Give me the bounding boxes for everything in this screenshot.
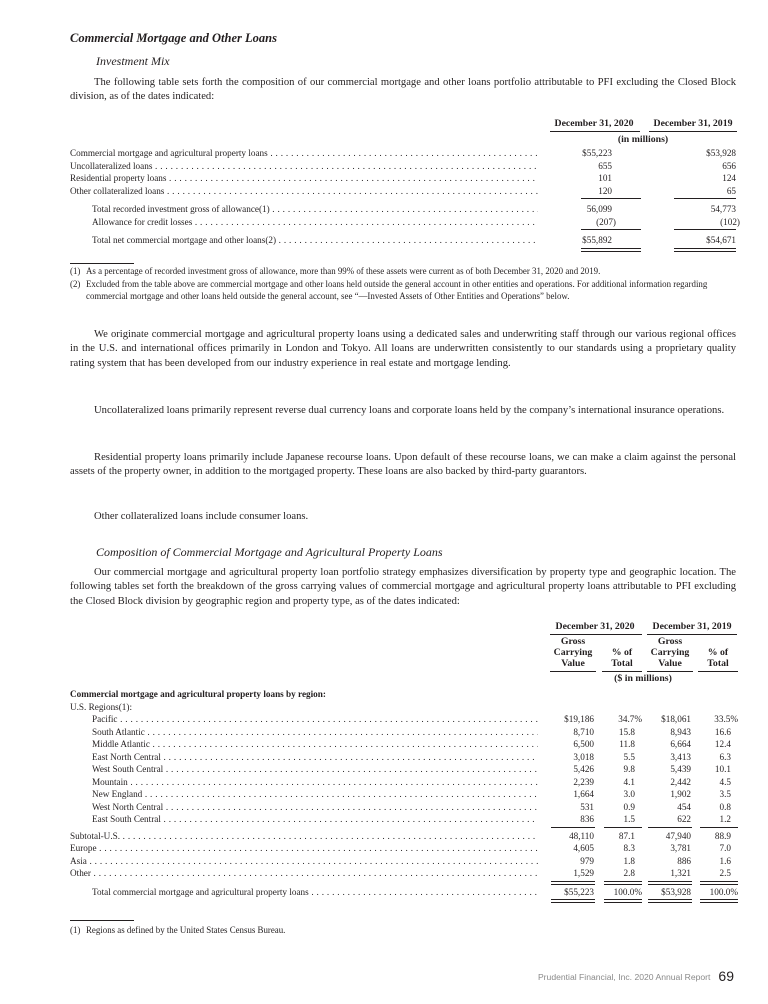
value-2019: 5,439: [670, 764, 691, 774]
value-2019: 3,781: [670, 843, 691, 853]
paragraph-other-collateralized: Other collateralized loans include consumer loans.: [94, 511, 309, 522]
subtotal-rule: [551, 827, 595, 828]
total-double-rule: [700, 899, 738, 903]
row-label: New England . . .: [92, 788, 538, 801]
section-title: Commercial Mortgage and Other Loans: [70, 31, 277, 45]
row-label: Europe . . .: [70, 842, 538, 855]
column-header-2020: December 31, 2020: [554, 118, 634, 129]
composition-subtitle: Composition of Commercial Mortgage and Agricultural Property Loans: [96, 545, 443, 559]
pct-2019: 6.3: [719, 751, 731, 762]
footnote-marker: (1): [70, 925, 81, 935]
value-2019: 656: [722, 160, 736, 171]
pct-2019: 0.8: [719, 801, 731, 812]
subtotal-rule: [700, 827, 738, 828]
table-row: [70, 813, 736, 826]
value-2020: 4,605: [573, 843, 594, 853]
pct-2019: 10.1: [714, 764, 731, 774]
pct-2020: 5.5: [623, 751, 635, 762]
header-underline: [647, 634, 737, 635]
group-heading: [70, 688, 736, 701]
row-label: Uncollateralized loans . . .: [70, 160, 538, 173]
composition-intro: Our commercial mortgage and agricultural property loan portfolio strategy emphasizes diversification by property type and geographic location. The following tables set forth the breakdown of the gross carrying values of commercial mortgage and agricultural property loans attributable to PFI excluding the Closed Block division by geographic region and property type, as of the dates indicated:: [70, 567, 736, 607]
table-row: [70, 172, 736, 185]
column-header-gross-carrying-value-2019: [647, 636, 693, 669]
value-2020: 6,500: [573, 739, 594, 749]
row-label: Pacific . . .: [92, 713, 538, 726]
header-underline: [602, 671, 642, 672]
table-row: [70, 788, 736, 801]
row-label: Other collateralized loans . . .: [70, 185, 538, 198]
subtotal-double-rule: [604, 881, 642, 885]
table-row: [70, 751, 736, 764]
table-row: [70, 185, 736, 198]
pct-2019: 4.5: [719, 776, 731, 787]
page-footer: [538, 968, 734, 984]
row-label: West North Central . . .: [92, 801, 538, 814]
value-2020: 5,426: [573, 764, 594, 774]
subtotal-double-rule: [700, 881, 738, 885]
column-header-gross-carrying-value-2020: [550, 636, 596, 669]
header-line: Gross: [657, 636, 683, 647]
value-2019: 622: [677, 814, 691, 824]
pct-2020: 4.1: [623, 776, 635, 787]
header-underline: [649, 131, 737, 132]
paragraph-residential: Residential property loans primarily include Japanese recourse loans. Upon default of these recourse loans, we can make a claim against the personal assets of the property owner, in addition to the mortgaged property. These loans are also backed by third-party guarantors.: [70, 452, 736, 478]
other-region-rows: [70, 830, 736, 880]
footnote-rule: [70, 920, 134, 921]
pct-2020: 87.1: [618, 830, 635, 841]
row-label: Asia . . .: [70, 855, 538, 868]
row-label: Mountain . . .: [92, 776, 538, 789]
row-label: East South Central . . .: [92, 813, 538, 826]
total-double-rule: [648, 899, 692, 903]
row-label: Residential property loans . . .: [70, 172, 538, 185]
pct-2020: 8.3: [623, 843, 635, 853]
header-underline: [550, 634, 642, 635]
table-row: [70, 763, 736, 776]
row-label: Allowance for credit losses . . .: [92, 216, 538, 229]
table-row: [70, 216, 740, 229]
value-2019: $53,928: [706, 148, 736, 158]
value-2019: 65: [726, 185, 736, 196]
investment-mix-subtitle: Investment Mix: [96, 54, 170, 68]
pct-2020: 9.8: [623, 764, 635, 774]
header-line: Gross: [560, 636, 586, 647]
footnote-text: Regions as defined by the United States Census Bureau.: [86, 925, 286, 935]
value-2020: 2,239: [573, 776, 594, 787]
table-row: [70, 234, 736, 247]
pct-2020: 3.0: [623, 789, 635, 799]
table-row: [70, 147, 736, 160]
table-row: [70, 867, 736, 880]
subtotal-rule: [674, 198, 736, 199]
header-line: Carrying: [650, 647, 690, 658]
header-line: Total: [611, 658, 633, 669]
total-double-rule: [674, 248, 736, 252]
row-label: Commercial mortgage and agricultural property loans . . .: [70, 147, 538, 160]
pct-2019: 1.6: [719, 855, 731, 866]
value-2019: $53,928: [661, 886, 691, 897]
pct-2020: 1.5: [623, 814, 635, 824]
value-2020: 120: [598, 185, 612, 196]
header-underline: [550, 131, 640, 132]
table-row: [70, 855, 736, 868]
subtotal-rule: [604, 827, 642, 828]
table-row: [70, 842, 736, 855]
us-region-rows: [70, 713, 736, 826]
total-double-rule: [551, 899, 595, 903]
header-line: Value: [561, 658, 585, 669]
subtotal-rule: [674, 229, 736, 230]
paragraph-uncollateralized: Uncollateralized loans primarily represent reverse dual currency loans and corporate loans held by the company’s international insurance operations.: [94, 405, 725, 416]
table-row: [70, 801, 736, 814]
value-2019: 6,664: [670, 739, 691, 749]
subgroup-heading: [70, 701, 736, 714]
pct-2019: 1.2: [719, 814, 731, 824]
value-2020: 3,018: [573, 751, 594, 762]
value-2019: 8,943: [670, 726, 691, 737]
pct-2020: 11.8: [619, 739, 635, 749]
row-label: Subtotal-U.S. . . .: [70, 830, 538, 843]
value-2020: 1,664: [573, 789, 594, 799]
value-2019: 3,413: [670, 751, 691, 762]
period-header-2020: December 31, 2020: [555, 621, 635, 632]
table-row: [70, 203, 736, 216]
pct-2019: 12.4: [714, 739, 731, 749]
pct-2020: 100.0%: [613, 886, 642, 897]
group-heading-text: Commercial mortgage and agricultural property loans by region:: [70, 689, 326, 699]
pct-2020: 0.9: [623, 801, 635, 812]
row-label: Total commercial mortgage and agricultural property loans . . .: [92, 886, 538, 899]
subtotal-rule: [581, 229, 641, 230]
row-label: West South Central . . .: [92, 763, 538, 776]
row-label: South Atlantic . . .: [92, 726, 538, 739]
investment-mix-rows: [70, 147, 740, 251]
subtotal-rule: [648, 827, 692, 828]
table-row: [70, 713, 736, 726]
footnote-marker: (1): [70, 266, 81, 276]
value-2020: 8,710: [573, 726, 594, 737]
value-2019: 54,773: [710, 204, 736, 214]
pct-2019: 3.5: [719, 789, 731, 799]
value-2019: 1,902: [670, 789, 691, 799]
table-row: [70, 738, 736, 751]
pct-2019: 100.0%: [709, 886, 738, 897]
value-2019: 1,321: [670, 868, 691, 878]
value-2020: 836: [580, 814, 594, 824]
table-row: [70, 776, 736, 789]
pct-2020: 2.8: [623, 868, 635, 878]
header-line: % of: [707, 647, 729, 658]
subtotal-double-rule: [551, 881, 595, 885]
column-header-2019: December 31, 2019: [653, 118, 733, 129]
value-2020: 56,099: [586, 204, 612, 214]
value-2019: 124: [722, 173, 736, 183]
pct-2019: 7.0: [719, 843, 731, 853]
subtotal-rule: [581, 198, 641, 199]
header-line: Value: [658, 658, 682, 669]
table-row: [70, 726, 736, 739]
composition-table: [70, 688, 736, 902]
row-label: Total recorded investment gross of allowance(1) . . .: [92, 203, 538, 216]
footnote-text: As a percentage of recorded investment gross of allowance, more than 99% of these assets were current as of both December 31, 2020 and 2019.: [86, 266, 601, 276]
header-line: Carrying: [553, 647, 593, 658]
row-label: Other . . .: [70, 867, 538, 880]
pct-2019: 2.5: [719, 868, 731, 878]
unit-label: ($ in millions): [614, 673, 672, 684]
footnote-rule: [70, 263, 134, 264]
value-2020: $19,186: [564, 714, 594, 724]
unit-label: (in millions): [617, 134, 669, 145]
pct-2020: 34.7%: [618, 714, 642, 724]
value-2019: 2,442: [670, 776, 691, 787]
pct-2019: 88.9: [714, 830, 731, 841]
value-2020: 101: [598, 173, 612, 183]
header-line: % of: [611, 647, 633, 658]
pct-2019: 33.5%: [714, 714, 738, 724]
value-2019: 886: [677, 855, 691, 866]
total-row: [70, 886, 736, 899]
value-2020: (207): [596, 216, 616, 227]
row-label: Middle Atlantic . . .: [92, 738, 538, 751]
value-2019: 47,940: [665, 830, 691, 841]
footnote: [70, 279, 736, 302]
value-2019: $18,061: [661, 714, 691, 724]
column-header-pct-total-2019: [698, 647, 738, 669]
header-underline: [647, 671, 693, 672]
header-underline: [698, 671, 738, 672]
value-2020: $55,223: [564, 886, 594, 897]
row-label: East North Central . . .: [92, 751, 538, 764]
value-2019: (102): [720, 216, 740, 227]
paragraph-origination: We originate commercial mortgage and agricultural property loans using a dedicated sales and underwriting staff through our various regional offices in the U.S. and international offices primarily in London and Tokyo. All loans are underwritten consistently to our standards using a proprietary quality rating system that has been developed from our industry experience in real estate and mortgage lending.: [70, 329, 736, 369]
value-2020: 655: [598, 160, 612, 171]
table-row: [70, 160, 736, 173]
page-number: 69: [718, 968, 734, 984]
table-row: [70, 830, 736, 843]
period-header-2019: December 31, 2019: [652, 621, 732, 632]
total-double-rule: [604, 899, 642, 903]
header-underline: [550, 671, 596, 672]
value-2020: 531: [580, 801, 594, 812]
total-double-rule: [581, 248, 641, 252]
header-line: Total: [707, 658, 729, 669]
footnote-marker: (2): [70, 279, 81, 289]
value-2020: $55,223: [582, 148, 612, 158]
subtotal-double-rule: [648, 881, 692, 885]
footnote-text: Excluded from the table above are commercial mortgage and other loans held outside the general account in other entities and operations. For additional information regarding commercial mortgage and other loans held outside the general account, see “—Invested Assets of Other Entities and Operations” below.: [86, 279, 708, 301]
pct-2019: 16.6: [714, 726, 731, 737]
value-2020: $55,892: [582, 235, 612, 245]
value-2020: 979: [580, 855, 594, 866]
column-header-pct-total-2020: [602, 647, 642, 669]
footnote: [70, 266, 736, 278]
footnote: [70, 925, 736, 937]
value-2020: 1,529: [573, 868, 594, 878]
subgroup-heading-text: U.S. Regions(1):: [70, 701, 133, 712]
footer-text: Prudential Financial, Inc. 2020 Annual Report: [537, 972, 711, 982]
value-2019: 454: [677, 801, 691, 812]
investment-mix-intro: The following table sets forth the composition of our commercial mortgage and other loans portfolio attributable to PFI excluding the Closed Block division, as of the dates indicated:: [70, 77, 736, 103]
row-label: Total net commercial mortgage and other loans(2) . . .: [92, 234, 538, 247]
value-2019: $54,671: [706, 235, 736, 245]
value-2020: 48,110: [569, 830, 594, 841]
pct-2020: 1.8: [623, 855, 635, 866]
pct-2020: 15.8: [618, 726, 635, 737]
